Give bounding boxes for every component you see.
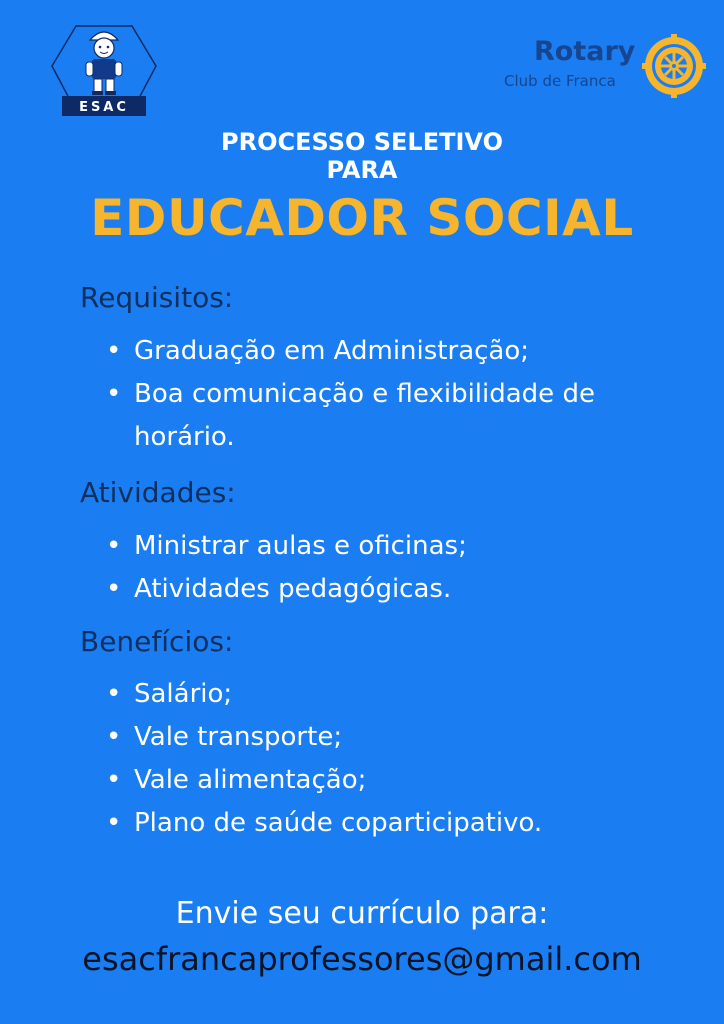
list-item-text: Atividades pedagógicas. <box>134 574 452 604</box>
bullet-icon: • <box>106 765 122 795</box>
list-item-text: Boa comunicação e flexibilidade de horário. <box>134 379 595 452</box>
section-title-beneficios: Benefícios: <box>80 625 234 658</box>
list-item <box>106 673 696 716</box>
atividades-list <box>106 525 696 611</box>
bullet-icon: • <box>106 336 122 366</box>
list-item-text: Graduação em Administração; <box>134 336 530 366</box>
section-title-atividades: Atividades: <box>80 476 236 509</box>
section-title-requisitos: Requisitos: <box>80 281 234 314</box>
bullet-icon: • <box>106 722 122 752</box>
list-item <box>106 716 696 759</box>
email-address[interactable]: esacfrancaprofessores@gmail.com <box>82 940 642 978</box>
bullet-icon: • <box>106 531 122 561</box>
list-item-text: Ministrar aulas e oficinas; <box>134 531 467 561</box>
beneficios-list <box>106 673 696 845</box>
list-item-text: Vale alimentação; <box>134 765 367 795</box>
rotary-club-name: Club de Franca <box>504 72 616 90</box>
list-item <box>106 330 696 373</box>
bullet-icon: • <box>106 379 122 409</box>
list-item-text: Vale transporte; <box>134 722 343 752</box>
process-heading <box>0 128 724 184</box>
list-item <box>106 759 696 802</box>
esac-mascot-icon <box>48 22 160 122</box>
rotary-wordmark: Rotary <box>534 36 636 67</box>
list-item-text: Plano de saúde coparticipativo. <box>134 808 543 838</box>
heading-line-2: PARA <box>326 156 398 184</box>
rotary-logo <box>498 34 710 100</box>
rotary-wheel-icon <box>642 34 706 98</box>
job-title: EDUCADOR SOCIAL <box>90 189 634 247</box>
bullet-icon: • <box>106 574 122 604</box>
esac-logo-text: ESAC <box>79 100 129 115</box>
list-item <box>106 373 696 459</box>
bullet-icon: • <box>106 679 122 709</box>
list-item-text: Salário; <box>134 679 233 709</box>
heading-line-1: PROCESSO SELETIVO <box>221 128 503 156</box>
bullet-icon: • <box>106 808 122 838</box>
esac-logo <box>48 22 160 122</box>
requisitos-list <box>106 330 696 459</box>
cta-text: Envie seu currículo para: <box>175 896 549 931</box>
list-item <box>106 568 696 611</box>
list-item <box>106 802 696 845</box>
list-item <box>106 525 696 568</box>
